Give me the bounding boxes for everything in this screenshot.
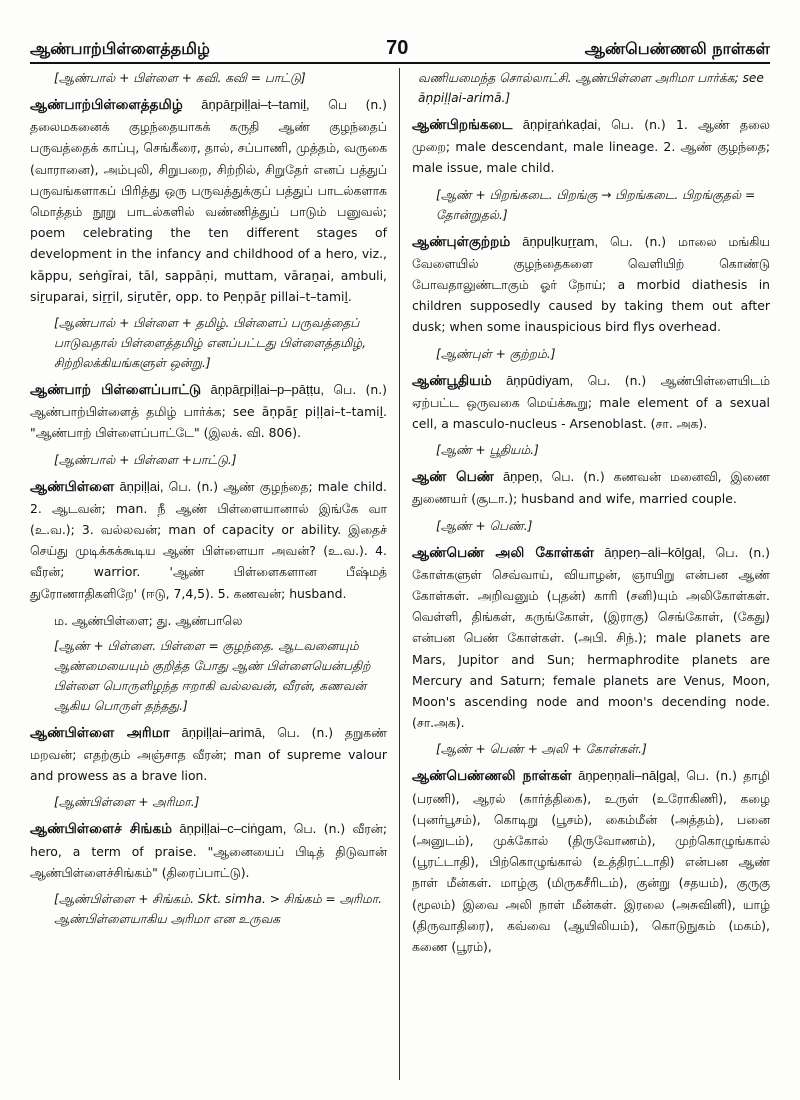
dictionary-entry bbox=[412, 765, 770, 957]
etymology-note: [ஆண் + பிள்ளை. பிள்ளை = குழந்தை. ஆடவனையும் ஆண்மையையும் குறித்த போது ஆண் பிள்ளையென்பதிற் பிள்ளை பொருளிழந்த ஈறாகி வல்லவன், வீரன், கணவன் ஆகிய பொருள் தந்தது.] bbox=[54, 638, 371, 713]
page-header bbox=[30, 34, 770, 60]
entry-definition: பெ. (n.) ஆண்பாற்பிள்ளைத் தமிழ் பார்க்க; see āṇpāṟ piḷḷai–t–tamiḻ. "ஆண்பாற் பிள்ளைப்பாட்டே" (இலக். வி. 806). bbox=[30, 382, 387, 441]
etymology-note: [ஆண்பிள்ளை + சிங்கம். Skt. simha. > சிங்கம் = அரிமா. ஆண்பிள்ளையாகிய அரிமா என உருவக bbox=[54, 892, 382, 927]
entry-transliteration: āṇpiḷḷai–arimā, bbox=[181, 724, 266, 740]
entry-headword: ஆண்பெண்ணலி நாள்கள் bbox=[412, 768, 572, 785]
etymology-note: [ஆண்பால் + பிள்ளை +பாட்டு.] bbox=[54, 452, 237, 467]
entry-headword: ஆண்புள்குற்றம் bbox=[412, 233, 511, 250]
left-column bbox=[30, 68, 400, 1080]
entry-headword: ஆண்பூதியம் bbox=[412, 372, 492, 389]
header-left-guideword: ஆண்பாற்பிள்ளைத்தமிழ் bbox=[30, 39, 210, 58]
entry-definition: பெ. (n.) தறுகண் மறவன்; எதற்கும் அஞ்சாத வீரன்; man of supreme valour and prowess as a brave lion. bbox=[30, 724, 387, 784]
etymology-note: [ஆண்பிள்ளை + அரிமா.] bbox=[54, 795, 200, 810]
entry-transliteration: āṇpiḷḷai, bbox=[119, 478, 164, 494]
entry-headword: ஆண்பிள்ளை அரிமா bbox=[30, 724, 170, 741]
etymology-continuation: வணியமைந்த சொல்லாட்சி. ஆண்பிள்ளை அரிமா பார்க்க; see āṇpiḷḷai-arimā.] bbox=[418, 71, 764, 105]
dictionary-entry bbox=[30, 379, 387, 444]
entry-definition: பெ. (n.) ஆண்பிள்ளையிடம் ஏற்பட்ட ஒருவகை மெய்க்கூறு; male element of a sexual cell, a masculo-nucleus - Arsenoblast. (சா. அக). bbox=[412, 372, 770, 432]
entry-definition: பெ. (n.) தாழி (பரணி), ஆரல் (கார்த்திகை), உருள் (உரோகிணி), கழை (புனர்பூசம்), கொடிறு (பூசம்), கைம்மீன் (அத்தம்), பனை (அனுடம்), முக்கோல் (திருவோணம்), முற்கொழுங்கால் (பூரட்டாதி), பிற்கொழுங்கால் (உத்திரட்டாதி) என்பன ஆண் நாள் மீன்கள். மாழ்கு (மிருகசீரிடம்), குன்று (சதயம்), குருகு (மூலம்) இவை அலி நாள் மீன்கள். இரலை (அசுவினி), யாழ் (திருவாதிரை), கவ்வை (ஆயிலியம்), கொடுநுகம் (மகம்), கணை (பூரம்), bbox=[412, 768, 770, 955]
dictionary-entry bbox=[412, 466, 770, 509]
entry-transliteration: āṇpuḷkuṟṟam, bbox=[522, 233, 599, 249]
entry-transliteration: āṇpāṟpiḷḷai–t–tamiḻ, bbox=[201, 97, 310, 112]
dictionary-entry bbox=[412, 542, 770, 734]
etymology-note: [ஆண் + பூதியம்.] bbox=[436, 443, 539, 458]
etymology-note: [ஆண் + பெண் + அலி + கோள்கள்.] bbox=[436, 742, 647, 757]
entry-headword: ஆண்பிள்ளைச் சிங்கம் bbox=[30, 821, 173, 838]
entry-transliteration: āṇpeṇ–ali–kōḷgaḷ, bbox=[604, 544, 706, 560]
entry-definition: பெ. (n.) ஆண் குழந்தை; male child. 2. ஆடவன்; man. நீ ஆண் பிள்ளையானால் இங்கே வா (உ.வ.); 3. வல்லவன்; man of capacity or ability. இதைச் செய்து முடிக்கக்கூடிய ஆண் பிள்ளையா அவன்? (உ.வ.). 4. வீரன்; warrior. 'ஆண் பிள்ளைகளான பீஷ்மத் துரோணாதிகளிறே' (ஈடு, 7,4,5). 5. கணவன்; husband. bbox=[30, 478, 387, 601]
dictionary-entry bbox=[30, 722, 387, 787]
etymology-note: [ஆண்புள் + குற்றம்.] bbox=[436, 346, 556, 361]
entry-transliteration: āṇpeṇ, bbox=[502, 469, 543, 485]
dictionary-entry bbox=[30, 476, 387, 604]
entry-headword: ஆண்பாற்பிள்ளைத்தமிழ் bbox=[30, 97, 183, 113]
etymology-note: [ஆண்பால் + பிள்ளை + தமிழ். பிள்ளைப் பருவத்தைப் பாடுவதால் பிள்ளைத்தமிழ் எனப்பட்டது பிள்ளைத்தமிழ், சிற்றிலக்கியங்களுள் ஒன்று.] bbox=[54, 316, 366, 371]
entry-transliteration: āṇpāṟpiḷḷai–p–pāṭṭu, bbox=[210, 382, 325, 398]
entry-transliteration: āṇpūdiyam, bbox=[506, 372, 574, 388]
etymology-note: [ஆண் + பிறங்கடை. பிறங்கு → பிறங்கடை. பிறங்குதல் = தோன்றுதல்.] bbox=[436, 187, 756, 222]
two-column-body bbox=[30, 68, 770, 1080]
entry-headword: ஆண் பெண் bbox=[412, 469, 495, 486]
entry-definition: பெ. (n.) மாலை மங்கிய வேளையில் குழந்தைகளை வெளியிற் கொண்டு போவதாலுண்டாகும் ஓர் நோய்; a morbid diathesis in children supposedly caused by taking them out after dusk; when some inauspicious bird flys overhead. bbox=[412, 233, 770, 335]
entry-headword: ஆண்பெண் அலி கோள்கள் bbox=[412, 544, 595, 561]
entry-headword: ஆண்பாற் பிள்ளைப்பாட்டு bbox=[30, 382, 202, 399]
dictionary-entry bbox=[412, 370, 770, 435]
entry-headword: ஆண்பிறங்கடை bbox=[412, 117, 513, 133]
right-column bbox=[400, 68, 770, 1080]
dictionary-entry bbox=[30, 818, 387, 883]
page-number: 70 bbox=[386, 37, 409, 59]
entry-transliteration: āṇpeṇṇali–nāḷgaḷ, bbox=[578, 768, 681, 784]
dictionary-entry bbox=[30, 94, 387, 307]
entry-transliteration: āṇpiḷḷai–c–ciṅgam, bbox=[179, 821, 287, 837]
entry-definition: பெ. (n.) வீரன்; hero, a term of praise. "ஆனையைப் பிடித் திடுவான் ஆண்பிள்ளைச்சிங்கம்" (திரைப்பாட்டு). bbox=[30, 821, 388, 880]
header-rule bbox=[30, 62, 770, 64]
header-right-guideword: ஆண்பெண்ணலி நாள்கள் bbox=[584, 39, 770, 58]
entry-headword: ஆண்பிள்ளை bbox=[30, 478, 115, 495]
etymology-note: [ஆண் + பெண்.] bbox=[436, 518, 533, 533]
entry-definition: பெ. (n.) கணவன் மனைவி, இணை துணையர் (சூடா.); husband and wife, married couple. bbox=[412, 469, 770, 507]
cognate-forms: ம. ஆண்பிள்ளை; து. ஆண்பாலெ bbox=[54, 612, 243, 628]
dictionary-entry bbox=[412, 114, 770, 179]
entry-definition: பெ. (n.) கோள்களுள் செவ்வாய், வியாழன், ஞாயிறு என்பன ஆண் கோள்கள். அறிவனும் (புதன்) காரி (சனி)யும் அலிகோள்கள். வெள்ளி, திங்கள், கருங்கோள், (இராகு) செங்கோள், (கேது) என்பன பெண் கோள்கள். (அபி. சிந்.); male planets are Mars, Jupitor and Sun; hermaphrodite planets are Mercury and Saturn; female planets are Venus, Moon, Moon's ascending node and moon's decending node. (சா.அக). bbox=[412, 544, 770, 731]
entry-transliteration: āṇpiṟaṅkaḍai, bbox=[522, 117, 601, 132]
dictionary-entry bbox=[412, 231, 770, 338]
etymology-note: [ஆண்பால் + பிள்ளை + கவி. கவி = பாட்டு] bbox=[54, 71, 306, 85]
entry-definition: பெ (n.) தலைமகனைக் குழந்தையாகக் கருதி ஆண் குழந்தைப் பருவத்தைக் காப்பு, செங்கீரை, தால், சப்பாணி, முத்தம், வருகை (வாரானை), அம்புலி, சிறுபறை, சிற்றில், சிறுதேர் எனப் பத்துப் பருவங்களாகப் பிரித்து ஒரு பருவத்துக்குப் பத்துப் பாடல்களாக மொத்தம் நூறு பாடல்களில் வண்ணித்துப் பாடும் பனுவல்; poem celebrating the ten different stages of development in the infancy and childhood of a hero, viz., kāppu, seṅgīrai, tāl, sappāṇi, muttam, vāraṉai, ambuli, siṟuparai, siṟṟil, siṟutēr, opp. to Peṇpāṟ pillai–t–tamiḻ. bbox=[30, 97, 387, 304]
entry-definition: பெ. (n.) 1. ஆண் தலை முறை; male descendant, male lineage. 2. ஆண் குழந்தை; male issue, male child. bbox=[412, 117, 770, 176]
